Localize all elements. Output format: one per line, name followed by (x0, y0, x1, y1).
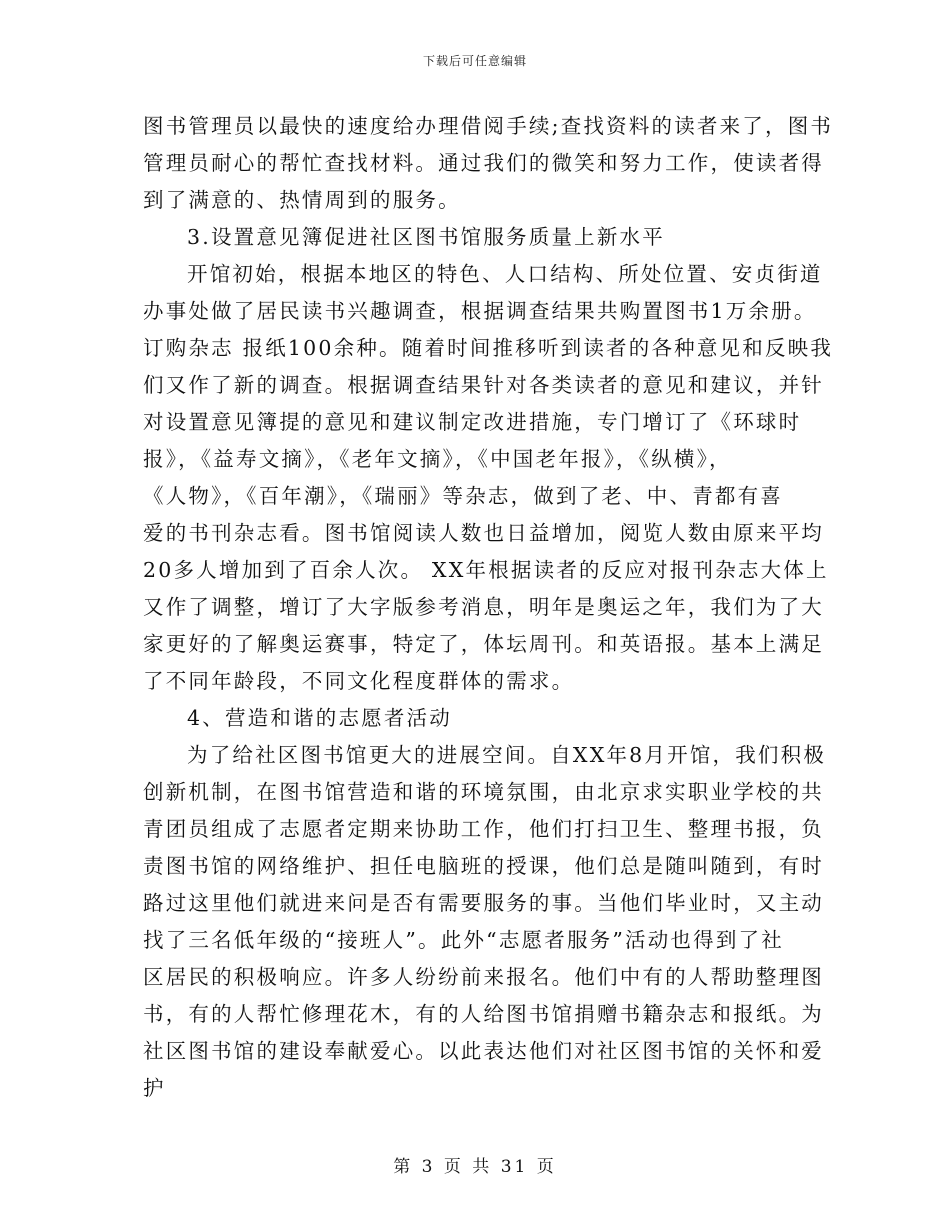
text-line: 创新机制，在图书馆营造和谐的环境氛围，由北京求实职业学校的共 (143, 780, 824, 804)
text-line: 开馆初始，根据本地区的特色、人口结构、所处位置、安贞街道 (187, 262, 823, 286)
text-line: 家更好的了解奥运赛事，特定了，体坛周刊。和英语报。基本上满足 (143, 632, 824, 656)
header-note: 下载后可任意编辑 (422, 54, 527, 68)
text-line: 管理员耐心的帮忙查找材料。通过我们的微笑和努力工作，使读者得 (143, 151, 824, 175)
text-line: 订购杂志 报纸100余种。随着时间推移听到读者的各种意见和反映我 (143, 336, 834, 360)
text-line: 区居民的积极响应。许多人纷纷前来报名。他们中有的人帮助整理图 (143, 965, 824, 989)
text-line: 4、营造和谐的志愿者活动 (187, 706, 452, 730)
text-line: 责图书馆的网络维护、担任电脑班的授课，他们总是随叫随到，有时 (143, 854, 824, 878)
text-line: 青团员组成了志愿者定期来协助工作，他们打扫卫生、整理书报，负 (143, 817, 824, 841)
text-line: 报》，《益寿文摘》，《老年文摘》，《中国老年报》，《纵横》， (143, 447, 732, 471)
document-body (143, 108, 834, 1107)
text-line: 图书管理员以最快的速度给办理借阅手续;查找资料的读者来了，图书 (143, 114, 834, 138)
text-line: 20多人增加到了百余人次。 XX年根据读者的反应对报刊杂志大体上 (143, 558, 829, 582)
text-line: 护 (143, 1076, 166, 1100)
text-line: 《人物》，《百年潮》，《瑞丽》等杂志，做到了老、中、青都有喜 (143, 484, 783, 508)
text-line: 路过这里他们就进来问是否有需要服务的事。当他们毕业时，又主动 (143, 891, 824, 915)
text-line: 3.设置意见簿促进社区图书馆服务质量上新水平 (187, 225, 665, 249)
text-line: 爱的书刊杂志看。图书馆阅读人数也日益增加，阅览人数由原来平均 (143, 521, 824, 545)
text-line: 办事处做了居民读书兴趣调查，根据调查结果共购置图书1万余册。 (143, 299, 817, 323)
text-line: 对设置意见簿提的意见和建议制定改进措施，专门增订了《环球时 (143, 410, 802, 434)
text-line: 社区图书馆的建设奉献爱心。以此表达他们对社区图书馆的关怀和爱 (143, 1039, 824, 1063)
text-line: 为了给社区图书馆更大的进展空间。自XX年8月开馆，我们积极 (187, 743, 827, 767)
text-line: 们又作了新的调查。根据调查结果针对各类读者的意见和建议，并针 (143, 373, 824, 397)
text-line: 了不同年龄段，不同文化程度群体的需求。 (143, 669, 575, 693)
text-line: 找了三名低年级的“接班人”。此外“志愿者服务”活动也得到了社 (143, 928, 784, 952)
text-line: 书，有的人帮忙修理花木，有的人给图书馆捐赠书籍杂志和报纸。为 (143, 1002, 824, 1026)
page-number: 第 3 页 共 31 页 (393, 1157, 557, 1177)
text-line: 到了满意的、热情周到的服务。 (143, 188, 461, 212)
text-line: 又作了调整，增订了大字版参考消息，明年是奥运之年，我们为了大 (143, 595, 824, 619)
